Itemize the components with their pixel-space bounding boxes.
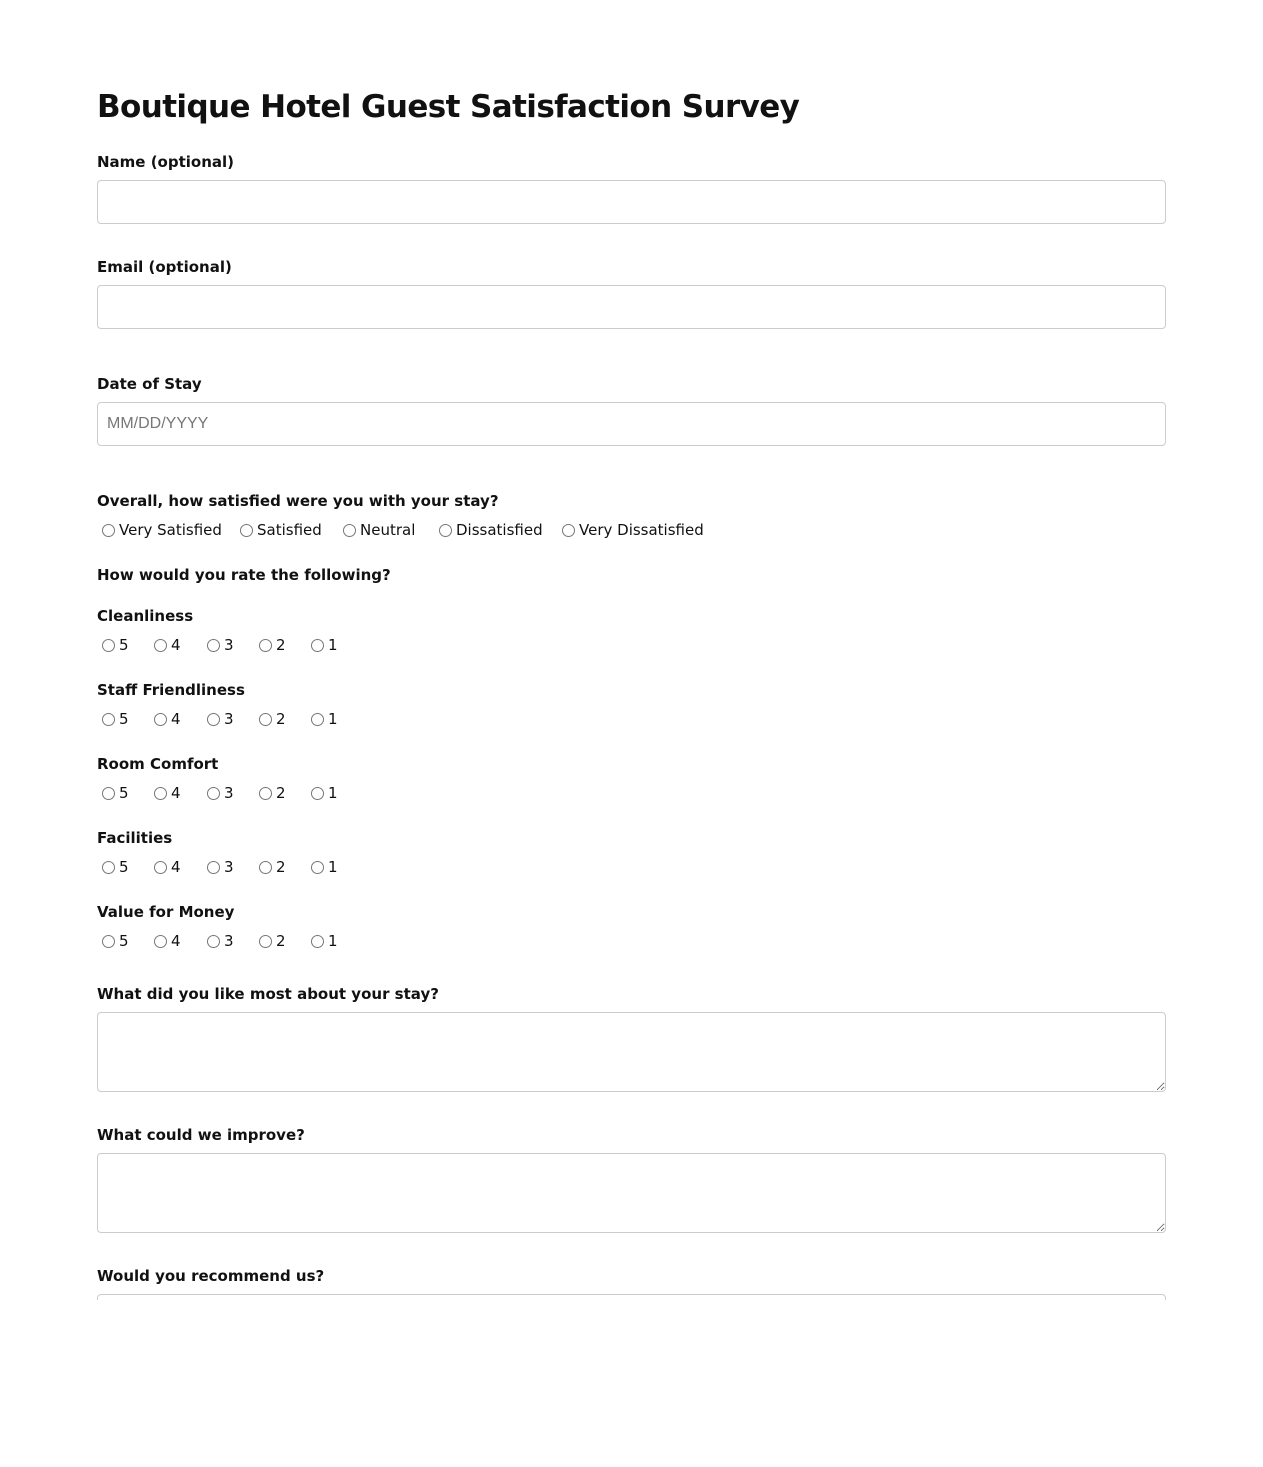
option-label: 1: [328, 710, 338, 728]
radio-button[interactable]: [207, 935, 220, 948]
survey-form: [97, 0, 1166, 1300]
option-label: Very Satisfied: [119, 521, 222, 539]
radio-button[interactable]: [343, 524, 356, 537]
option-label: 3: [224, 858, 234, 876]
rating-option[interactable]: [97, 782, 129, 804]
radio-button[interactable]: [259, 861, 272, 874]
option-label: 1: [328, 858, 338, 876]
overall-option-very-satisfied[interactable]: [97, 519, 222, 541]
option-label: 1: [328, 932, 338, 950]
rating-option[interactable]: [202, 708, 234, 730]
rating-option[interactable]: [306, 856, 338, 878]
recommend-question: Would you recommend us?: [97, 1267, 325, 1285]
liked-most-textarea[interactable]: [97, 1012, 1166, 1092]
rating-option[interactable]: [149, 930, 181, 952]
option-label: 3: [224, 710, 234, 728]
overall-option-neutral[interactable]: [338, 519, 415, 541]
name-input[interactable]: [97, 180, 1166, 224]
option-label: 5: [119, 858, 129, 876]
option-label: Dissatisfied: [456, 521, 543, 539]
rating-option[interactable]: [149, 634, 181, 656]
radio-button[interactable]: [154, 639, 167, 652]
improve-textarea[interactable]: [97, 1153, 1166, 1233]
rating-option[interactable]: [254, 782, 286, 804]
radio-button[interactable]: [259, 935, 272, 948]
radio-button[interactable]: [102, 639, 115, 652]
liked-most-label: What did you like most about your stay?: [97, 985, 439, 1003]
overall-option-satisfied[interactable]: [235, 519, 322, 541]
radio-button[interactable]: [154, 935, 167, 948]
rating-option[interactable]: [306, 634, 338, 656]
rating-option[interactable]: [149, 856, 181, 878]
option-label: Satisfied: [257, 521, 322, 539]
option-label: 4: [171, 710, 181, 728]
rating-label-facilities: Facilities: [97, 829, 173, 847]
rating-option[interactable]: [306, 708, 338, 730]
rating-label-cleanliness: Cleanliness: [97, 607, 194, 625]
radio-button[interactable]: [154, 787, 167, 800]
radio-button[interactable]: [259, 787, 272, 800]
page-title: Boutique Hotel Guest Satisfaction Survey: [97, 89, 800, 125]
rating-option[interactable]: [202, 782, 234, 804]
option-label: 3: [224, 636, 234, 654]
rating-option[interactable]: [254, 856, 286, 878]
option-label: 2: [276, 710, 286, 728]
email-label: Email (optional): [97, 258, 232, 276]
radio-button[interactable]: [311, 861, 324, 874]
option-label: 1: [328, 784, 338, 802]
option-label: 5: [119, 932, 129, 950]
radio-button[interactable]: [154, 713, 167, 726]
radio-button[interactable]: [207, 787, 220, 800]
rating-label-value-for-money: Value for Money: [97, 903, 235, 921]
option-label: 5: [119, 710, 129, 728]
radio-button[interactable]: [311, 787, 324, 800]
rating-option[interactable]: [306, 782, 338, 804]
option-label: 3: [224, 932, 234, 950]
option-label: 3: [224, 784, 234, 802]
option-label: 4: [171, 636, 181, 654]
radio-button[interactable]: [102, 713, 115, 726]
rating-option[interactable]: [97, 708, 129, 730]
radio-button[interactable]: [207, 713, 220, 726]
rating-option[interactable]: [149, 782, 181, 804]
improve-label: What could we improve?: [97, 1126, 305, 1144]
radio-button[interactable]: [207, 861, 220, 874]
option-label: 2: [276, 858, 286, 876]
email-input[interactable]: [97, 285, 1166, 329]
overall-option-very-dissatisfied[interactable]: [557, 519, 704, 541]
rating-option[interactable]: [254, 634, 286, 656]
radio-button[interactable]: [259, 713, 272, 726]
overall-option-dissatisfied[interactable]: [434, 519, 543, 541]
ratings-heading: How would you rate the following?: [97, 566, 391, 584]
option-label: 5: [119, 636, 129, 654]
rating-option[interactable]: [202, 930, 234, 952]
overall-satisfaction-question: Overall, how satisfied were you with your stay?: [97, 492, 499, 510]
option-label: Very Dissatisfied: [579, 521, 704, 539]
rating-option[interactable]: [202, 634, 234, 656]
option-label: 4: [171, 858, 181, 876]
rating-option[interactable]: [202, 856, 234, 878]
rating-option[interactable]: [149, 708, 181, 730]
radio-button[interactable]: [102, 787, 115, 800]
recommend-field[interactable]: [97, 1294, 1166, 1300]
radio-button[interactable]: [102, 861, 115, 874]
option-label: Neutral: [360, 521, 416, 539]
rating-option[interactable]: [254, 930, 286, 952]
option-label: 2: [276, 784, 286, 802]
date-of-stay-input[interactable]: [97, 402, 1166, 446]
radio-button[interactable]: [562, 524, 575, 537]
radio-button[interactable]: [102, 524, 115, 537]
radio-button[interactable]: [311, 639, 324, 652]
radio-button[interactable]: [154, 861, 167, 874]
rating-option[interactable]: [97, 856, 129, 878]
option-label: 4: [171, 784, 181, 802]
rating-option[interactable]: [97, 930, 129, 952]
radio-button[interactable]: [311, 713, 324, 726]
rating-option[interactable]: [306, 930, 338, 952]
option-label: 1: [328, 636, 338, 654]
option-label: 5: [119, 784, 129, 802]
rating-label-room-comfort: Room Comfort: [97, 755, 219, 773]
radio-button[interactable]: [311, 935, 324, 948]
radio-button[interactable]: [102, 935, 115, 948]
option-label: 2: [276, 636, 286, 654]
option-label: 4: [171, 932, 181, 950]
radio-button[interactable]: [439, 524, 452, 537]
rating-option[interactable]: [97, 634, 129, 656]
rating-label-staff-friendliness: Staff Friendliness: [97, 681, 245, 699]
radio-button[interactable]: [240, 524, 253, 537]
rating-option[interactable]: [254, 708, 286, 730]
radio-button[interactable]: [207, 639, 220, 652]
date-of-stay-label: Date of Stay: [97, 375, 202, 393]
name-label: Name (optional): [97, 153, 235, 171]
option-label: 2: [276, 932, 286, 950]
radio-button[interactable]: [259, 639, 272, 652]
